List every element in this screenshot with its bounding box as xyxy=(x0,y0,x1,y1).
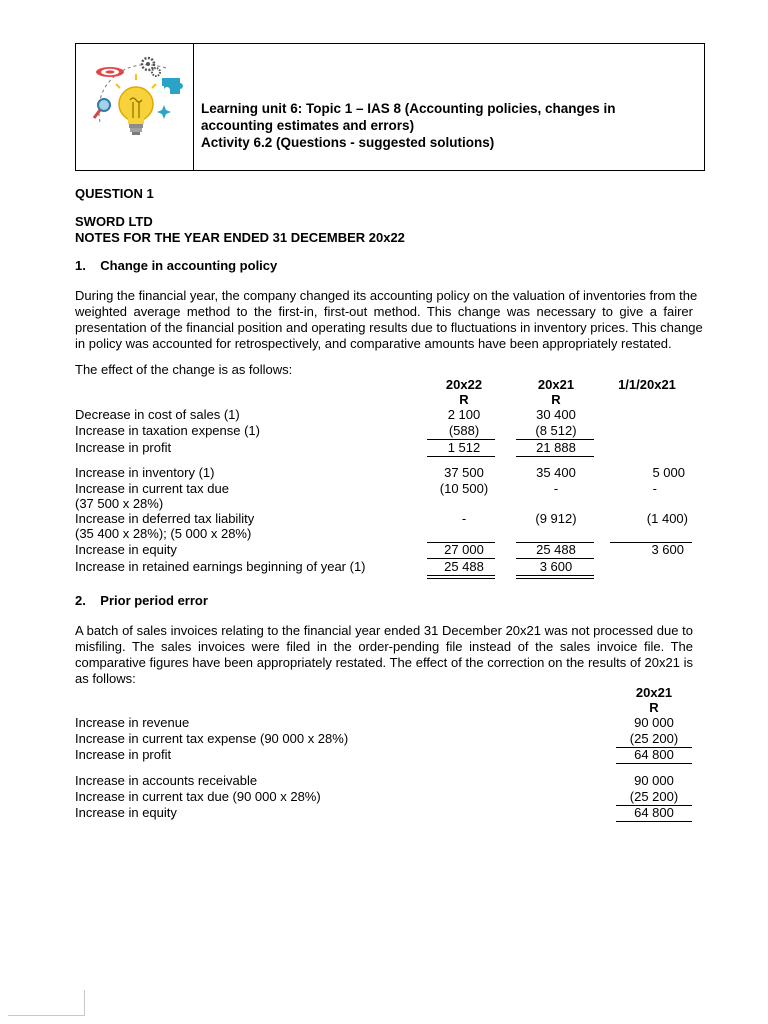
row-value: 64 800 xyxy=(634,805,674,820)
header-divider xyxy=(193,44,194,171)
row-value: 30 400 xyxy=(536,407,576,422)
col-header-20x21: 20x21 xyxy=(537,377,575,392)
col-unit-20x21: R xyxy=(551,392,561,407)
row-value: 3 600 xyxy=(651,542,684,557)
row-label: Increase in taxation expense (1) xyxy=(75,423,260,438)
col-unit-20x22: R xyxy=(459,392,469,407)
row-value: 5 000 xyxy=(652,465,685,480)
total-line xyxy=(427,575,495,576)
row-value: 90 000 xyxy=(634,773,674,788)
row-value: (10 500) xyxy=(439,481,489,496)
total-line xyxy=(516,456,594,457)
row-label: (35 400 x 28%); (5 000 x 28%) xyxy=(75,526,252,541)
paragraph-line: misfiling. The sales invoices were filed in the order-pending file instead of the sales invoice file. The xyxy=(75,639,693,654)
row-label: Increase in inventory (1) xyxy=(75,465,215,480)
total-line xyxy=(616,763,692,764)
paragraph-line: in policy was accounted for retrospectively, and comparative amounts have been appropriately restated. xyxy=(75,336,672,351)
row-value: (25 200) xyxy=(629,731,679,746)
row-value: - xyxy=(461,511,467,526)
row-value: (25 200) xyxy=(629,789,679,804)
paragraph-line: comparative figures have been appropriately restated. The effect of the correction on the results of 20x21 is xyxy=(75,655,693,670)
row-value: 35 400 xyxy=(536,465,576,480)
row-value: (9 912) xyxy=(535,511,577,526)
paragraph-line: A batch of sales invoices relating to the financial year ended 31 December 20x21 was not processed due to xyxy=(75,623,693,638)
s2-col-unit: R xyxy=(649,700,659,715)
row-label: Increase in revenue xyxy=(75,715,190,730)
row-value: 25 488 xyxy=(536,542,576,557)
col-header-20x22: 20x22 xyxy=(445,377,483,392)
row-label: (37 500 x 28%) xyxy=(75,496,164,511)
total-double-line xyxy=(427,578,495,579)
row-label: Increase in equity xyxy=(75,805,177,820)
row-label: Decrease in cost of sales (1) xyxy=(75,407,240,422)
row-value: 90 000 xyxy=(634,715,674,730)
total-line xyxy=(427,456,495,457)
question-title: QUESTION 1 xyxy=(75,186,154,201)
notes-title: NOTES FOR THE YEAR ENDED 31 DECEMBER 20x22 xyxy=(75,230,405,245)
row-value: 27 000 xyxy=(444,542,484,557)
header-line-3: Activity 6.2 (Questions - suggested solutions) xyxy=(201,135,495,150)
row-label: Increase in current tax due xyxy=(75,481,229,496)
row-value: 3 600 xyxy=(539,559,573,574)
s2-col-header: 20x21 xyxy=(635,685,673,700)
effect-intro: The effect of the change is as follows: xyxy=(75,362,293,377)
total-line xyxy=(516,575,594,576)
paragraph-line: weighted average method to the first-in, first-out method. This change was necessary to give a fairer xyxy=(75,304,693,319)
row-value: 2 100 xyxy=(447,407,481,422)
row-label: Increase in equity xyxy=(75,542,177,557)
page-corner-mark xyxy=(84,990,85,1016)
paragraph-line: presentation of the financial position and operating results due to fluctuations in inventory prices. This change xyxy=(75,320,703,335)
row-value: 21 888 xyxy=(536,440,576,455)
row-value: (1 400) xyxy=(646,511,688,526)
lightbulb-gears-icon xyxy=(90,50,184,150)
header-line-2: accounting estimates and errors) xyxy=(201,118,415,133)
page-corner-mark xyxy=(8,1015,84,1016)
row-value: 64 800 xyxy=(634,747,674,762)
header-title xyxy=(201,100,616,151)
row-label: Increase in profit xyxy=(75,440,172,455)
paragraph-line: During the financial year, the company changed its accounting policy on the valuation of inventories from the xyxy=(75,288,698,303)
section1-heading: 1. Change in accounting policy xyxy=(75,258,278,273)
total-double-line xyxy=(516,578,594,579)
header-box xyxy=(75,43,705,171)
row-label: Increase in current tax due (90 000 x 28%) xyxy=(75,789,321,804)
row-value: 25 488 xyxy=(444,559,484,574)
section1-paragraph xyxy=(75,288,703,352)
row-value: (588) xyxy=(448,423,480,438)
company-name: SWORD LTD xyxy=(75,214,153,229)
section2-paragraph xyxy=(75,623,693,687)
row-value: - xyxy=(553,481,559,496)
row-value: 37 500 xyxy=(444,465,484,480)
row-value: 1 512 xyxy=(447,440,481,455)
row-value: (8 512) xyxy=(535,423,577,438)
row-label: Increase in accounts receivable xyxy=(75,773,258,788)
row-label: Increase in retained earnings beginning of year (1) xyxy=(75,559,366,574)
row-value: - xyxy=(652,481,657,496)
section2-heading: 2. Prior period error xyxy=(75,593,208,608)
col-header-1-1-20x21: 1/1/20x21 xyxy=(618,377,676,392)
total-line xyxy=(616,821,692,822)
row-label: Increase in deferred tax liability xyxy=(75,511,255,526)
paragraph-line: as follows: xyxy=(75,671,136,686)
row-label: Increase in current tax expense (90 000 x 28%) xyxy=(75,731,349,746)
row-label: Increase in profit xyxy=(75,747,172,762)
header-line-1: Learning unit 6: Topic 1 – IAS 8 (Accounting policies, changes in xyxy=(201,101,616,116)
